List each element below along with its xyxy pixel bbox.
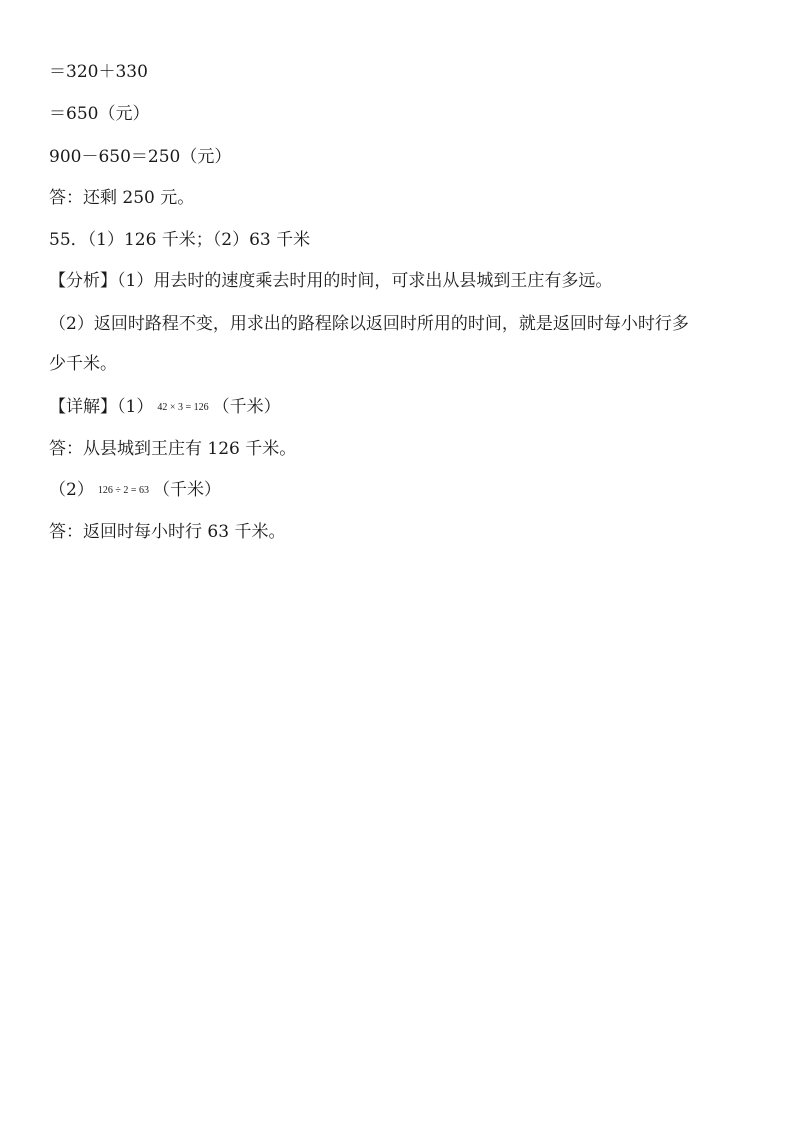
detail-label: 【详解】（1）: [49, 397, 154, 417]
formula-2: 126 ÷ 2 = 63: [97, 485, 149, 496]
detail-part-2: [49, 479, 221, 502]
calc-line-1: ＝320＋330: [49, 62, 148, 82]
answer-line-54: 答：还剩 250 元。: [49, 188, 195, 208]
answer-part-1: 答：从县城到王庄有 126 千米。: [49, 439, 297, 459]
detail-part-1: [49, 396, 281, 419]
calc-line-3: 900－650＝250（元）: [49, 147, 232, 167]
analysis-part-2: （2）返回时路程不变，用求出的路程除以返回时所用的时间，就是返回时每小时行多: [49, 314, 689, 334]
formula-1: 42 × 3 = 126: [157, 402, 209, 413]
analysis-part-2-continued: 少千米。: [49, 354, 117, 374]
unit-label: （千米）: [212, 397, 281, 417]
part-label: （2）: [49, 480, 94, 500]
answer-part-2: 答：返回时每小时行 63 千米。: [49, 522, 286, 542]
question-55-answer: 55．（1）126 千米；（2）63 千米: [49, 230, 311, 250]
calc-line-2: ＝650（元）: [49, 104, 150, 124]
unit-label: （千米）: [152, 480, 221, 500]
analysis-part-1: 【分析】（1）用去时的速度乘去时用的时间，可求出从县城到王庄有多远。: [49, 271, 613, 291]
